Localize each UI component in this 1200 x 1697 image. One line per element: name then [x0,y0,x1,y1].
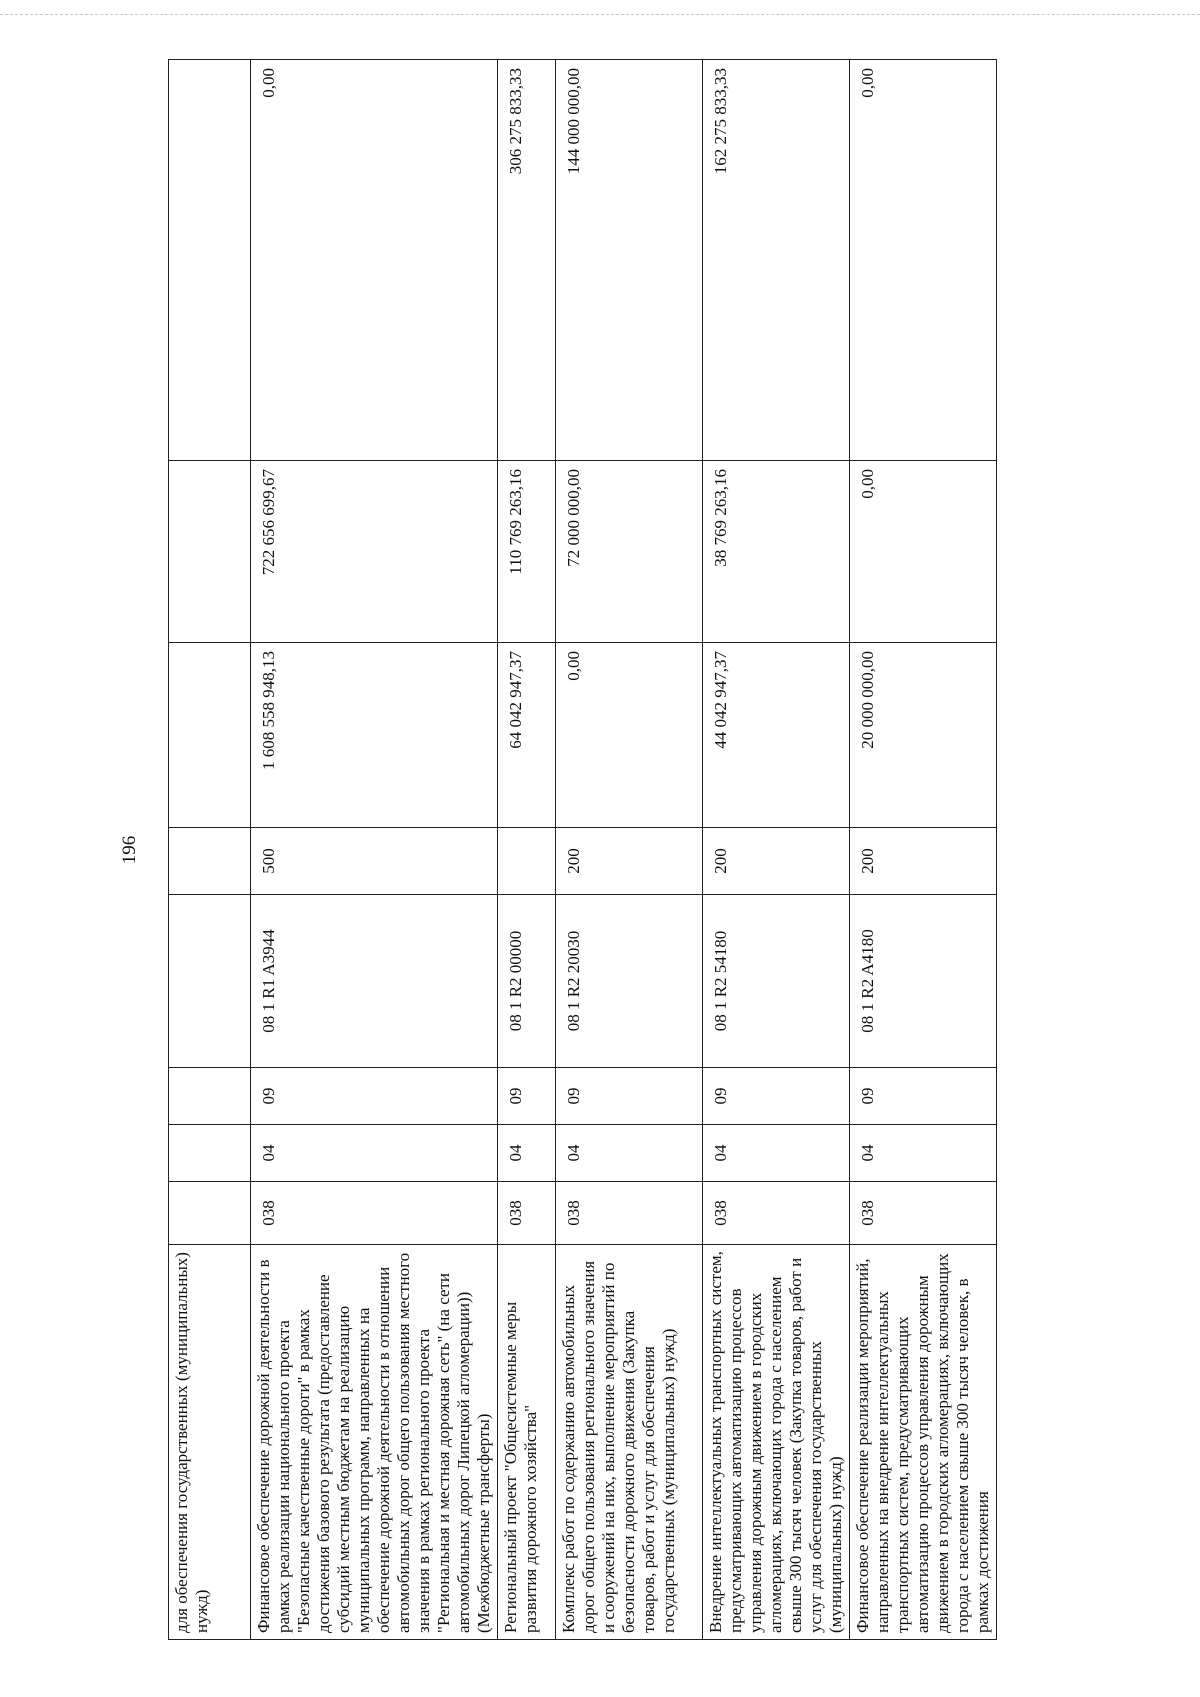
cell-sum-1: 20 000 000,00 [850,643,997,828]
cell-sum-3: 0,00 [850,60,997,461]
cell-sum-3: 0,00 [251,60,498,461]
cell-pr: 09 [251,1068,498,1125]
cell-vr: 500 [251,828,498,895]
cell-ved: 038 [498,1182,556,1245]
cell-pr: 09 [498,1068,556,1125]
page-number: 196 [119,835,140,865]
cell-description: Комплекс работ по содержанию автомобильных дорог общего пользования регионального значения и сооружений на них, выполнение мероприятий по безопасности дорожного движения (Закупка товаров, работ и услуг для обеспечения государственных (муниципальных) нужд) [556,1245,703,1640]
table-row [498,60,556,1640]
cell-csr: 08 1 R2 54180 [703,895,850,1068]
cell-csr: 08 1 R2 20030 [556,895,703,1068]
cell-rz [169,1125,251,1182]
cell-sum-1: 0,00 [556,643,703,828]
cell-pr: 09 [703,1068,850,1125]
cell-sum-2: 38 769 263,16 [703,461,850,643]
cell-csr: 08 1 R2 00000 [498,895,556,1068]
cell-pr: 09 [850,1068,997,1125]
cell-ved: 038 [850,1182,997,1245]
table-row [251,60,498,1640]
cell-ved: 038 [703,1182,850,1245]
cell-rz: 04 [251,1125,498,1182]
table-row [556,60,703,1640]
cell-description: Региональный проект "Общесистемные меры развития дорожного хозяйства" [498,1245,556,1640]
cell-vr: 200 [850,828,997,895]
cell-pr: 09 [556,1068,703,1125]
table-row [169,60,251,1640]
cell-sum-2: 722 656 699,67 [251,461,498,643]
cell-sum-2 [169,461,251,643]
cell-vr: 200 [703,828,850,895]
cell-ved: 038 [251,1182,498,1245]
cell-sum-3: 144 000 000,00 [556,60,703,461]
cell-sum-3: 306 275 833,33 [498,60,556,461]
cell-sum-1 [169,643,251,828]
table-row [703,60,850,1640]
cell-rz: 04 [498,1125,556,1182]
cell-vr: 200 [556,828,703,895]
cell-description: Финансовое обеспечение реализации мероприятий, направленных на внедрение интеллектуальных транспортных систем, предусматривающих автоматизацию процессов управления дорожным движением в городских агломерациях, включающих города с населением свыше 300 тысяч человек, в рамках достижения [850,1245,997,1640]
cell-sum-1: 44 042 947,37 [703,643,850,828]
cell-csr [169,895,251,1068]
table-row [850,60,997,1640]
scan-top-edge [0,14,1200,15]
cell-sum-2: 110 769 263,16 [498,461,556,643]
cell-sum-1: 64 042 947,37 [498,643,556,828]
cell-rz: 04 [703,1125,850,1182]
cell-csr: 08 1 R1 A3944 [251,895,498,1068]
cell-sum-3: 162 275 833,33 [703,60,850,461]
cell-description: для обеспечения государственных (муниципальных) нужд) [169,1245,251,1640]
table-body [169,60,997,1640]
cell-rz: 04 [556,1125,703,1182]
cell-sum-2: 0,00 [850,461,997,643]
budget-table [168,59,997,1640]
cell-pr [169,1068,251,1125]
cell-csr: 08 1 R2 A4180 [850,895,997,1068]
cell-rz: 04 [850,1125,997,1182]
rotated-page [118,60,1088,1640]
cell-sum-2: 72 000 000,00 [556,461,703,643]
cell-ved [169,1182,251,1245]
cell-sum-1: 1 608 558 948,13 [251,643,498,828]
cell-ved: 038 [556,1182,703,1245]
cell-sum-3 [169,60,251,461]
cell-description: Финансовое обеспечение дорожной деятельности в рамках реализации национального проекта "Безопасные качественные дороги" в рамках достижения базового результата (предоставление субсидий местным бюджетам на реализацию муниципальных программ, направленных на обеспечение дорожной деятельности в отношении автомобильных дорог общего пользования местного значения в рамках регионального проекта "Региональная и местная дорожная сеть" (на сети автомобильных дорог Липецкой агломерации)) (Межбюджетные трансферты) [251,1245,498,1640]
cell-vr [169,828,251,895]
cell-description: Внедрение интеллектуальных транспортных систем, предусматривающих автоматизацию процессов управления дорожным движением в городских агломерациях, включающих города с населением свыше 300 тысяч человек (Закупка товаров, работ и услуг для обеспечения государственных (муниципальных) нужд) [703,1245,850,1640]
cell-vr [498,828,556,895]
